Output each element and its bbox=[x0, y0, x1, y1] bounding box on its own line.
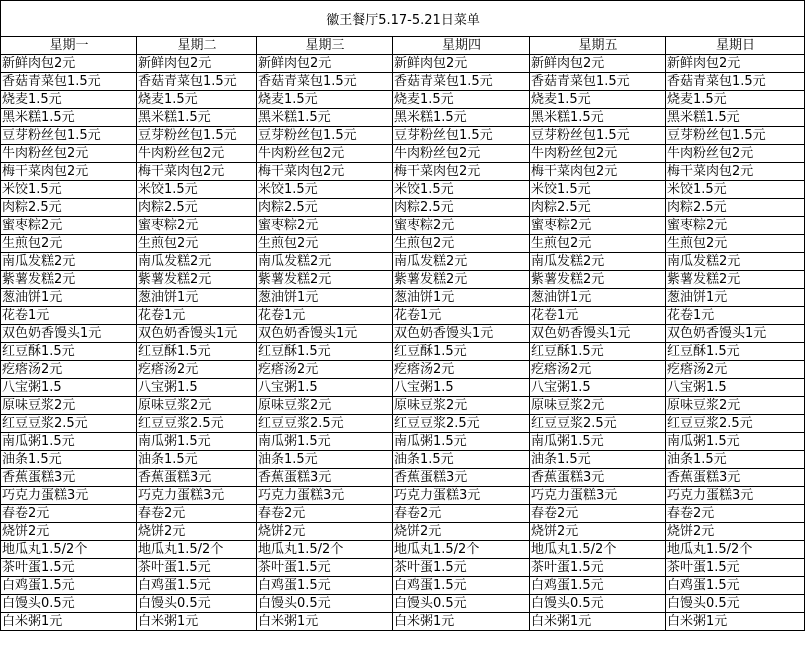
menu-item-cell: 豆芽粉丝包1.5元 bbox=[257, 127, 393, 145]
menu-item-cell: 春卷2元 bbox=[137, 505, 257, 523]
menu-item-cell: 白米粥1元 bbox=[530, 613, 666, 631]
menu-item-cell: 白米粥1元 bbox=[393, 613, 530, 631]
menu-item-cell: 南瓜发糕2元 bbox=[1, 253, 137, 271]
menu-item-cell: 地瓜丸1.5/2个 bbox=[530, 541, 666, 559]
menu-item-cell: 肉粽2.5元 bbox=[1, 199, 137, 217]
menu-item-cell: 新鲜肉包2元 bbox=[137, 55, 257, 73]
menu-title: 徽王餐厅5.17-5.21日菜单 bbox=[1, 1, 805, 37]
menu-item-cell: 南瓜发糕2元 bbox=[530, 253, 666, 271]
menu-item-cell: 八宝粥1.5 bbox=[257, 379, 393, 397]
menu-item-cell: 香蕉蛋糕3元 bbox=[1, 469, 137, 487]
menu-item-cell: 南瓜粥1.5元 bbox=[1, 433, 137, 451]
menu-item-cell: 烧麦1.5元 bbox=[1, 91, 137, 109]
weekday-header: 星期一 bbox=[1, 37, 137, 55]
menu-item-cell: 紫薯发糕2元 bbox=[530, 271, 666, 289]
menu-row bbox=[1, 343, 805, 361]
menu-row bbox=[1, 397, 805, 415]
menu-item-cell: 双色奶香馒头1元 bbox=[666, 325, 805, 343]
menu-item-cell: 原味豆浆2元 bbox=[393, 397, 530, 415]
menu-item-cell: 巧克力蛋糕3元 bbox=[666, 487, 805, 505]
menu-item-cell: 白鸡蛋1.5元 bbox=[530, 577, 666, 595]
menu-row bbox=[1, 469, 805, 487]
weekday-header: 星期二 bbox=[137, 37, 257, 55]
menu-item-cell: 地瓜丸1.5/2个 bbox=[393, 541, 530, 559]
menu-item-cell: 梅干菜肉包2元 bbox=[137, 163, 257, 181]
menu-item-cell: 八宝粥1.5 bbox=[393, 379, 530, 397]
menu-item-cell: 烧麦1.5元 bbox=[666, 91, 805, 109]
menu-item-cell: 原味豆浆2元 bbox=[257, 397, 393, 415]
menu-item-cell: 原味豆浆2元 bbox=[530, 397, 666, 415]
menu-item-cell: 牛肉粉丝包2元 bbox=[393, 145, 530, 163]
menu-item-cell: 梅干菜肉包2元 bbox=[257, 163, 393, 181]
menu-item-cell: 香蕉蛋糕3元 bbox=[530, 469, 666, 487]
menu-item-cell: 香蕉蛋糕3元 bbox=[137, 469, 257, 487]
menu-item-cell: 香蕉蛋糕3元 bbox=[393, 469, 530, 487]
menu-item-cell: 黑米糕1.5元 bbox=[1, 109, 137, 127]
menu-body bbox=[1, 55, 805, 631]
menu-item-cell: 南瓜粥1.5元 bbox=[393, 433, 530, 451]
menu-item-cell: 南瓜粥1.5元 bbox=[257, 433, 393, 451]
menu-item-cell: 肉粽2.5元 bbox=[137, 199, 257, 217]
menu-item-cell: 春卷2元 bbox=[530, 505, 666, 523]
menu-item-cell: 巧克力蛋糕3元 bbox=[393, 487, 530, 505]
menu-row bbox=[1, 91, 805, 109]
menu-item-cell: 巧克力蛋糕3元 bbox=[530, 487, 666, 505]
menu-item-cell: 八宝粥1.5 bbox=[1, 379, 137, 397]
menu-item-cell: 米饺1.5元 bbox=[1, 181, 137, 199]
menu-item-cell: 疙瘩汤2元 bbox=[530, 361, 666, 379]
menu-item-cell: 烧饼2元 bbox=[530, 523, 666, 541]
menu-item-cell: 紫薯发糕2元 bbox=[666, 271, 805, 289]
weekday-header: 星期五 bbox=[530, 37, 666, 55]
menu-item-cell: 巧克力蛋糕3元 bbox=[1, 487, 137, 505]
menu-item-cell: 花卷1元 bbox=[530, 307, 666, 325]
menu-item-cell: 花卷1元 bbox=[137, 307, 257, 325]
menu-item-cell: 葱油饼1元 bbox=[530, 289, 666, 307]
menu-item-cell: 黑米糕1.5元 bbox=[666, 109, 805, 127]
menu-item-cell: 双色奶香馒头1元 bbox=[1, 325, 137, 343]
menu-item-cell: 红豆酥1.5元 bbox=[1, 343, 137, 361]
menu-item-cell: 茶叶蛋1.5元 bbox=[137, 559, 257, 577]
menu-item-cell: 葱油饼1元 bbox=[137, 289, 257, 307]
menu-item-cell: 生煎包2元 bbox=[257, 235, 393, 253]
menu-item-cell: 香菇青菜包1.5元 bbox=[1, 73, 137, 91]
menu-item-cell: 白鸡蛋1.5元 bbox=[137, 577, 257, 595]
menu-row bbox=[1, 55, 805, 73]
menu-item-cell: 茶叶蛋1.5元 bbox=[530, 559, 666, 577]
menu-item-cell: 米饺1.5元 bbox=[666, 181, 805, 199]
menu-item-cell: 红豆豆浆2.5元 bbox=[666, 415, 805, 433]
menu-item-cell: 烧麦1.5元 bbox=[257, 91, 393, 109]
menu-row bbox=[1, 595, 805, 613]
menu-item-cell: 花卷1元 bbox=[393, 307, 530, 325]
menu-row bbox=[1, 613, 805, 631]
menu-row bbox=[1, 145, 805, 163]
menu-item-cell: 南瓜粥1.5元 bbox=[530, 433, 666, 451]
menu-item-cell: 白米粥1元 bbox=[257, 613, 393, 631]
menu-item-cell: 紫薯发糕2元 bbox=[137, 271, 257, 289]
menu-row bbox=[1, 289, 805, 307]
menu-item-cell: 蜜枣粽2元 bbox=[137, 217, 257, 235]
menu-item-cell: 米饺1.5元 bbox=[137, 181, 257, 199]
menu-row bbox=[1, 325, 805, 343]
menu-item-cell: 春卷2元 bbox=[1, 505, 137, 523]
menu-item-cell: 豆芽粉丝包1.5元 bbox=[137, 127, 257, 145]
menu-item-cell: 白馒头0.5元 bbox=[393, 595, 530, 613]
menu-item-cell: 米饺1.5元 bbox=[530, 181, 666, 199]
menu-item-cell: 南瓜发糕2元 bbox=[257, 253, 393, 271]
menu-item-cell: 蜜枣粽2元 bbox=[257, 217, 393, 235]
menu-item-cell: 生煎包2元 bbox=[393, 235, 530, 253]
weekday-header-row bbox=[1, 37, 805, 55]
menu-row bbox=[1, 487, 805, 505]
menu-item-cell: 蜜枣粽2元 bbox=[666, 217, 805, 235]
menu-item-cell: 葱油饼1元 bbox=[666, 289, 805, 307]
menu-item-cell: 米饺1.5元 bbox=[257, 181, 393, 199]
menu-item-cell: 茶叶蛋1.5元 bbox=[1, 559, 137, 577]
menu-row bbox=[1, 235, 805, 253]
menu-item-cell: 疙瘩汤2元 bbox=[393, 361, 530, 379]
menu-row bbox=[1, 217, 805, 235]
menu-item-cell: 花卷1元 bbox=[666, 307, 805, 325]
menu-item-cell: 南瓜粥1.5元 bbox=[666, 433, 805, 451]
menu-item-cell: 香菇青菜包1.5元 bbox=[530, 73, 666, 91]
menu-item-cell: 原味豆浆2元 bbox=[137, 397, 257, 415]
menu-item-cell: 疙瘩汤2元 bbox=[1, 361, 137, 379]
menu-item-cell: 黑米糕1.5元 bbox=[257, 109, 393, 127]
menu-row bbox=[1, 199, 805, 217]
menu-item-cell: 烧饼2元 bbox=[1, 523, 137, 541]
menu-item-cell: 南瓜发糕2元 bbox=[137, 253, 257, 271]
menu-item-cell: 油条1.5元 bbox=[1, 451, 137, 469]
menu-item-cell: 黑米糕1.5元 bbox=[137, 109, 257, 127]
menu-item-cell: 烧饼2元 bbox=[257, 523, 393, 541]
menu-item-cell: 香蕉蛋糕3元 bbox=[666, 469, 805, 487]
menu-item-cell: 红豆酥1.5元 bbox=[666, 343, 805, 361]
menu-item-cell: 生煎包2元 bbox=[137, 235, 257, 253]
menu-item-cell: 双色奶香馒头1元 bbox=[137, 325, 257, 343]
menu-item-cell: 烧麦1.5元 bbox=[137, 91, 257, 109]
menu-item-cell: 春卷2元 bbox=[257, 505, 393, 523]
menu-item-cell: 白米粥1元 bbox=[666, 613, 805, 631]
menu-row bbox=[1, 307, 805, 325]
menu-item-cell: 巧克力蛋糕3元 bbox=[257, 487, 393, 505]
menu-item-cell: 白米粥1元 bbox=[137, 613, 257, 631]
menu-item-cell: 紫薯发糕2元 bbox=[257, 271, 393, 289]
menu-item-cell: 双色奶香馒头1元 bbox=[393, 325, 530, 343]
menu-item-cell: 牛肉粉丝包2元 bbox=[666, 145, 805, 163]
menu-item-cell: 烧麦1.5元 bbox=[530, 91, 666, 109]
menu-item-cell: 蜜枣粽2元 bbox=[1, 217, 137, 235]
weekday-header: 星期四 bbox=[393, 37, 530, 55]
menu-item-cell: 红豆豆浆2.5元 bbox=[393, 415, 530, 433]
menu-row bbox=[1, 271, 805, 289]
menu-item-cell: 春卷2元 bbox=[393, 505, 530, 523]
menu-row bbox=[1, 451, 805, 469]
menu-item-cell: 油条1.5元 bbox=[257, 451, 393, 469]
menu-item-cell: 春卷2元 bbox=[666, 505, 805, 523]
menu-item-cell: 新鲜肉包2元 bbox=[393, 55, 530, 73]
menu-item-cell: 疙瘩汤2元 bbox=[137, 361, 257, 379]
weekday-header: 星期日 bbox=[666, 37, 805, 55]
menu-item-cell: 南瓜发糕2元 bbox=[666, 253, 805, 271]
weekday-header: 星期三 bbox=[257, 37, 393, 55]
menu-item-cell: 葱油饼1元 bbox=[393, 289, 530, 307]
menu-item-cell: 八宝粥1.5 bbox=[137, 379, 257, 397]
menu-item-cell: 豆芽粉丝包1.5元 bbox=[666, 127, 805, 145]
menu-item-cell: 红豆酥1.5元 bbox=[393, 343, 530, 361]
menu-item-cell: 南瓜发糕2元 bbox=[393, 253, 530, 271]
menu-item-cell: 红豆豆浆2.5元 bbox=[530, 415, 666, 433]
menu-row bbox=[1, 505, 805, 523]
menu-item-cell: 茶叶蛋1.5元 bbox=[393, 559, 530, 577]
menu-item-cell: 烧饼2元 bbox=[393, 523, 530, 541]
menu-row bbox=[1, 361, 805, 379]
menu-item-cell: 牛肉粉丝包2元 bbox=[1, 145, 137, 163]
menu-item-cell: 牛肉粉丝包2元 bbox=[137, 145, 257, 163]
menu-item-cell: 油条1.5元 bbox=[530, 451, 666, 469]
menu-item-cell: 白鸡蛋1.5元 bbox=[393, 577, 530, 595]
menu-row bbox=[1, 415, 805, 433]
menu-item-cell: 蜜枣粽2元 bbox=[530, 217, 666, 235]
menu-item-cell: 生煎包2元 bbox=[530, 235, 666, 253]
menu-item-cell: 白鸡蛋1.5元 bbox=[257, 577, 393, 595]
menu-item-cell: 疙瘩汤2元 bbox=[257, 361, 393, 379]
menu-row bbox=[1, 253, 805, 271]
menu-item-cell: 生煎包2元 bbox=[666, 235, 805, 253]
menu-item-cell: 花卷1元 bbox=[1, 307, 137, 325]
menu-item-cell: 烧饼2元 bbox=[666, 523, 805, 541]
title-row bbox=[1, 1, 805, 37]
menu-item-cell: 香蕉蛋糕3元 bbox=[257, 469, 393, 487]
menu-item-cell: 牛肉粉丝包2元 bbox=[257, 145, 393, 163]
menu-item-cell: 红豆豆浆2.5元 bbox=[257, 415, 393, 433]
menu-item-cell: 红豆豆浆2.5元 bbox=[137, 415, 257, 433]
menu-item-cell: 豆芽粉丝包1.5元 bbox=[530, 127, 666, 145]
menu-item-cell: 牛肉粉丝包2元 bbox=[530, 145, 666, 163]
menu-item-cell: 白馒头0.5元 bbox=[257, 595, 393, 613]
menu-item-cell: 八宝粥1.5 bbox=[666, 379, 805, 397]
menu-item-cell: 地瓜丸1.5/2个 bbox=[257, 541, 393, 559]
menu-item-cell: 油条1.5元 bbox=[137, 451, 257, 469]
menu-item-cell: 双色奶香馒头1元 bbox=[530, 325, 666, 343]
menu-item-cell: 烧饼2元 bbox=[137, 523, 257, 541]
menu-item-cell: 黑米糕1.5元 bbox=[393, 109, 530, 127]
menu-row bbox=[1, 379, 805, 397]
menu-item-cell: 香菇青菜包1.5元 bbox=[393, 73, 530, 91]
menu-item-cell: 白鸡蛋1.5元 bbox=[666, 577, 805, 595]
menu-item-cell: 红豆酥1.5元 bbox=[137, 343, 257, 361]
menu-row bbox=[1, 559, 805, 577]
menu-row bbox=[1, 541, 805, 559]
menu-item-cell: 南瓜粥1.5元 bbox=[137, 433, 257, 451]
menu-item-cell: 肉粽2.5元 bbox=[393, 199, 530, 217]
menu-item-cell: 生煎包2元 bbox=[1, 235, 137, 253]
menu-item-cell: 梅干菜肉包2元 bbox=[1, 163, 137, 181]
menu-item-cell: 葱油饼1元 bbox=[257, 289, 393, 307]
menu-item-cell: 白馒头0.5元 bbox=[1, 595, 137, 613]
menu-row bbox=[1, 523, 805, 541]
menu-item-cell: 原味豆浆2元 bbox=[1, 397, 137, 415]
menu-item-cell: 油条1.5元 bbox=[666, 451, 805, 469]
menu-item-cell: 黑米糕1.5元 bbox=[530, 109, 666, 127]
menu-item-cell: 豆芽粉丝包1.5元 bbox=[393, 127, 530, 145]
menu-item-cell: 肉粽2.5元 bbox=[666, 199, 805, 217]
menu-item-cell: 油条1.5元 bbox=[393, 451, 530, 469]
menu-item-cell: 新鲜肉包2元 bbox=[257, 55, 393, 73]
menu-item-cell: 蜜枣粽2元 bbox=[393, 217, 530, 235]
menu-item-cell: 白馒头0.5元 bbox=[530, 595, 666, 613]
menu-row bbox=[1, 73, 805, 91]
menu-item-cell: 茶叶蛋1.5元 bbox=[666, 559, 805, 577]
menu-item-cell: 地瓜丸1.5/2个 bbox=[1, 541, 137, 559]
menu-item-cell: 香菇青菜包1.5元 bbox=[257, 73, 393, 91]
menu-item-cell: 红豆酥1.5元 bbox=[257, 343, 393, 361]
menu-item-cell: 红豆酥1.5元 bbox=[530, 343, 666, 361]
menu-item-cell: 豆芽粉丝包1.5元 bbox=[1, 127, 137, 145]
menu-item-cell: 紫薯发糕2元 bbox=[393, 271, 530, 289]
menu-item-cell: 梅干菜肉包2元 bbox=[393, 163, 530, 181]
menu-item-cell: 茶叶蛋1.5元 bbox=[257, 559, 393, 577]
menu-item-cell: 白馒头0.5元 bbox=[666, 595, 805, 613]
menu-row bbox=[1, 577, 805, 595]
menu-item-cell: 肉粽2.5元 bbox=[257, 199, 393, 217]
menu-item-cell: 新鲜肉包2元 bbox=[530, 55, 666, 73]
menu-item-cell: 白米粥1元 bbox=[1, 613, 137, 631]
menu-item-cell: 白馒头0.5元 bbox=[137, 595, 257, 613]
menu-item-cell: 新鲜肉包2元 bbox=[1, 55, 137, 73]
menu-item-cell: 米饺1.5元 bbox=[393, 181, 530, 199]
menu-item-cell: 地瓜丸1.5/2个 bbox=[666, 541, 805, 559]
menu-item-cell: 巧克力蛋糕3元 bbox=[137, 487, 257, 505]
menu-item-cell: 烧麦1.5元 bbox=[393, 91, 530, 109]
menu-item-cell: 红豆豆浆2.5元 bbox=[1, 415, 137, 433]
menu-item-cell: 疙瘩汤2元 bbox=[666, 361, 805, 379]
menu-item-cell: 葱油饼1元 bbox=[1, 289, 137, 307]
menu-row bbox=[1, 127, 805, 145]
menu-item-cell: 双色奶香馒头1元 bbox=[257, 325, 393, 343]
menu-item-cell: 梅干菜肉包2元 bbox=[530, 163, 666, 181]
menu-item-cell: 香菇青菜包1.5元 bbox=[666, 73, 805, 91]
menu-row bbox=[1, 109, 805, 127]
menu-item-cell: 香菇青菜包1.5元 bbox=[137, 73, 257, 91]
menu-row bbox=[1, 181, 805, 199]
menu-item-cell: 新鲜肉包2元 bbox=[666, 55, 805, 73]
menu-item-cell: 八宝粥1.5 bbox=[530, 379, 666, 397]
menu-item-cell: 白鸡蛋1.5元 bbox=[1, 577, 137, 595]
menu-item-cell: 地瓜丸1.5/2个 bbox=[137, 541, 257, 559]
menu-item-cell: 肉粽2.5元 bbox=[530, 199, 666, 217]
menu-item-cell: 梅干菜肉包2元 bbox=[666, 163, 805, 181]
menu-row bbox=[1, 163, 805, 181]
menu-item-cell: 紫薯发糕2元 bbox=[1, 271, 137, 289]
menu-item-cell: 原味豆浆2元 bbox=[666, 397, 805, 415]
menu-item-cell: 花卷1元 bbox=[257, 307, 393, 325]
menu-row bbox=[1, 433, 805, 451]
